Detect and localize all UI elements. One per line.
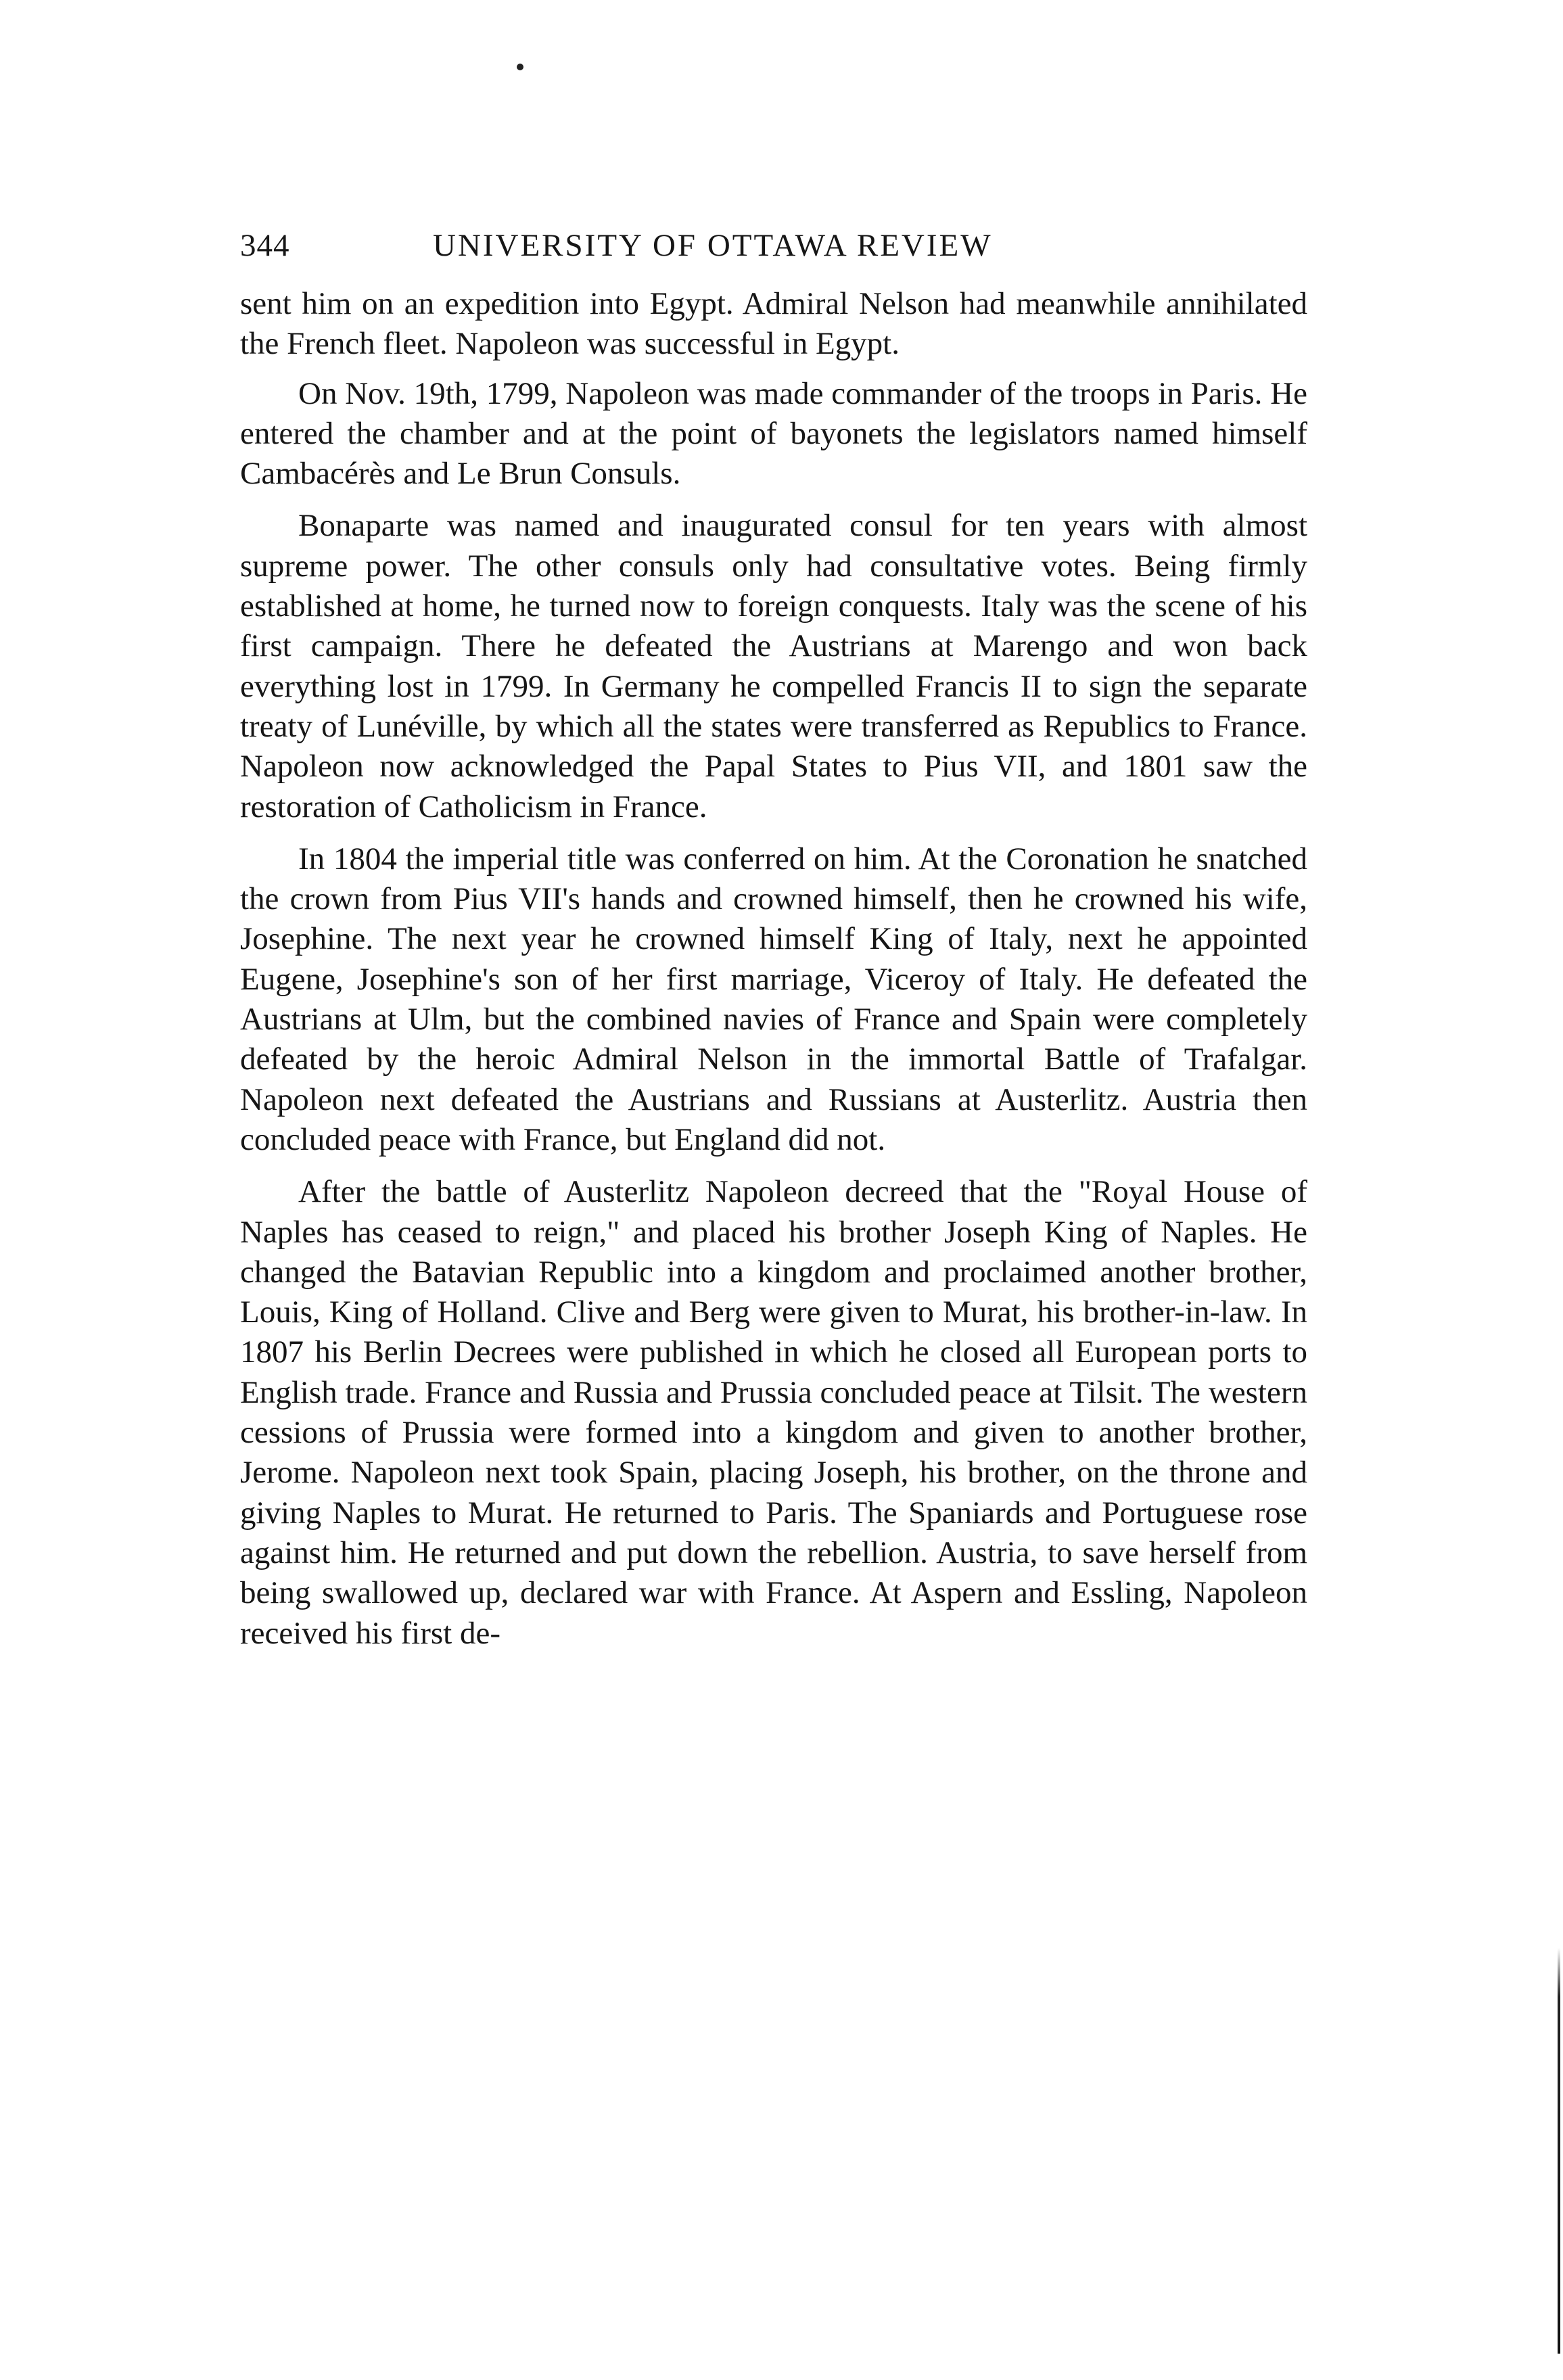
running-head: UNIVERSITY OF OTTAWA REVIEW: [433, 228, 993, 263]
paragraph-5: After the battle of Austerlitz Napoleon decreed that the "Royal House of Naples has ceased to reign," and placed his brother Joseph King of Naples. He changed the Batavian Republic into a kingdom and proclaimed another brother, Louis, King of Holland. Clive and Berg were given to Murat, his brother-in-law. In 1807 his Berlin Decrees were published in which he closed all European ports to English trade. France and Russia and Prussia concluded peace at Tilsit. The western cessions of Prussia were formed into a kingdom and given to another brother, Jerome. Napoleon next took Spain, placing Joseph, his brother, on the throne and giving Naples to Murat. He returned to Paris. The Spaniards and Portuguese rose against him. He returned and put down the rebellion. Austria, to save herself from being swallowed up, declared war with France. At Aspern and Essling, Napoleon received his first de-: [240, 1174, 1307, 1651]
paragraph-2: On Nov. 19th, 1799, Napoleon was made commander of the troops in Paris. He entered the chamber and at the point of bayonets the legislators named himself Cambacérès and Le Brun Consuls.: [240, 375, 1307, 492]
print-speck: [517, 64, 523, 70]
paragraph-4: In 1804 the imperial title was conferred on him. At the Coronation he snatched the crown from Pius VII's hands and crowned himself, then he crowned his wife, Josephine. The next year he crowned himself King of Italy, next he appointed Eugene, Josephine's son of her first marriage, Viceroy of Italy. He defeated the Austrians at Ulm, but the combined navies of France and Spain were completely defeated by the heroic Admiral Nelson in the immortal Battle of Trafalgar. Napoleon next defeated the Austrians and Russians at Austerlitz. Austria then concluded peace with France, but England did not.: [240, 841, 1307, 1157]
scan-edge-line: [1558, 1948, 1560, 2354]
page-number: 344: [240, 228, 290, 263]
article-body: [240, 284, 1307, 1666]
paragraph-1: sent him on an expedition into Egypt. Admiral Nelson had meanwhile annihilated the French fleet. Napoleon was successful in Egypt.: [240, 286, 1307, 362]
paragraph-3: Bonaparte was named and inaugurated consul for ten years with almost supreme power. The other consuls only had consultative votes. Being firmly established at home, he turned now to foreign conquests. Italy was the scene of his first campaign. There he defeated the Austrians at Marengo and won back everything lost in 1799. In Germany he compelled Francis II to sign the separate treaty of Lunéville, by which all the states were transferred as Republics to France. Napoleon now acknowledged the Papal States to Pius VII, and 1801 saw the restoration of Catholicism in France.: [240, 508, 1307, 824]
page-header: [240, 227, 1309, 281]
